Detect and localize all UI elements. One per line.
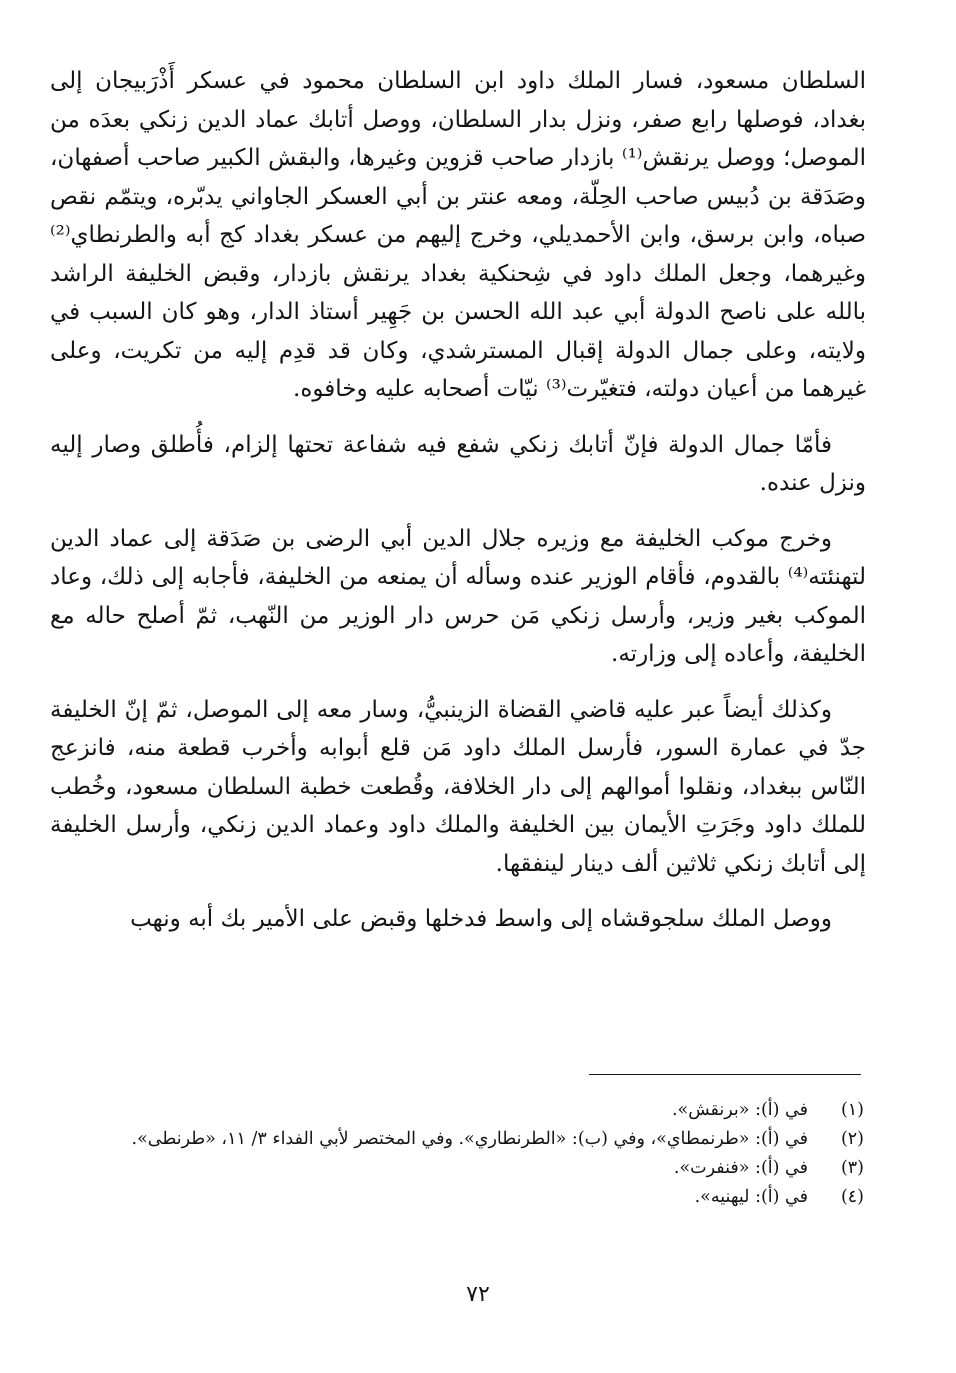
footnote-text: في (أ): «برنقش». (671, 1100, 808, 1120)
paragraph-2: فأمّا جمال الدولة فإنّ أتابك زنكي شفع فيه شفاعة تحتها إلزام، فأُطلق وصار إليه ونزل عنده. (50, 431, 866, 496)
footnotes (80, 1096, 864, 1212)
footnote-4 (80, 1183, 864, 1212)
footnote-number: (٣) (840, 1158, 864, 1178)
footnote-3 (80, 1154, 864, 1183)
footnote-text: في (أ): «فنفرت». (673, 1158, 808, 1178)
footnote-text: في (أ): ليهنيه». (694, 1187, 808, 1207)
footnote-number: (٢) (840, 1129, 864, 1149)
footnote-2 (80, 1125, 864, 1154)
footnote-number: (١) (840, 1100, 864, 1120)
footnote-text: في (أ): «طرنمطاي»، وفي (ب): «الطرنطاري». وفي المختصر لأبي الفداء ٣/ ١١، «طرنطى». (131, 1129, 808, 1149)
footnote-number: (٤) (840, 1187, 864, 1207)
main-text (50, 62, 866, 939)
footnote-divider (589, 1074, 861, 1075)
paragraph-4: وكذلك أيضاً عبر عليه قاضي القضاة الزينبيُّ، وسار معه إلى الموصل، ثمّ إنّ الخليفة جدّ في عمارة السور، فأرسل الملك داود مَن قلع أبوابه وأخرب قطعة منه، فانزعج النّاس ببغداد، ونقلوا أموالهم إلى دار الخلافة، وقُطعت خطبة السلطان مسعود، وخُطب للملك داود وجَرَتِ الأيمان بين الخليفة والملك داود وعماد الدين زنكي، وأرسل الخليفة إلى أتابك زنكي ثلاثين ألف دينار لينفقها. (50, 696, 866, 877)
paragraph-5: ووصل الملك سلجوقشاه إلى واسط فدخلها وقبض على الأمير بك أبه ونهب (130, 906, 832, 932)
footnote-1 (80, 1096, 864, 1125)
page-number: ٧٢ (466, 1282, 490, 1307)
paragraph-3: وخرج موكب الخليفة مع وزيره جلال الدين أبي الرضى بن صَدَقة إلى عماد الدين لتهنئته⁽⁴⁾ بالقدوم، فأقام الوزير عنده وسأله أن يمنعه من الخليفة، فأجابه إلى ذلك، وعاد الموكب بغير وزير، وأرسل زنكي مَن حرس دار الوزير من النّهب، ثمّ أصلح حاله مع الخليفة، وأعاده إلى وزارته. (50, 525, 866, 667)
paragraph-1: السلطان مسعود، فسار الملك داود ابن السلطان محمود في عسكر أَذْرَبيجان إلى بغداد، فوصلها رابع صفر، ونزل بدار السلطان، ووصل أتابك عماد الدين زنكي بعدَه من الموصل؛ ووصل يرنقش⁽¹⁾ بازدار صاحب قزوين وغيرها، والبقش الكبير صاحب أصفهان، وصَدَقة بن دُبيس صاحب الحِلّة، ومعه عنتر بن أبي العسكر الجاواني يدبّره، ويتمّم نقص صباه، وابن برسق، وابن الأحمديلي، وخرج إليهم من عسكر بغداد كج أبه والطرنطاي⁽²⁾ وغيرهما، وجعل الملك داود في شِحنكية بغداد يرنقش بازدار، وقبض الخليفة الراشد بالله على ناصح الدولة أبي عبد الله الحسن بن جَهِير أستاذ الدار، وهو كان السبب في ولايته، وعلى جمال الدولة إقبال المسترشدي، وكان قد قدِم إليه من تكريت، وعلى غيرهما من أعيان دولته، فتغيّرت⁽³⁾ نيّات أصحابه عليه وخافوه. (50, 68, 866, 402)
